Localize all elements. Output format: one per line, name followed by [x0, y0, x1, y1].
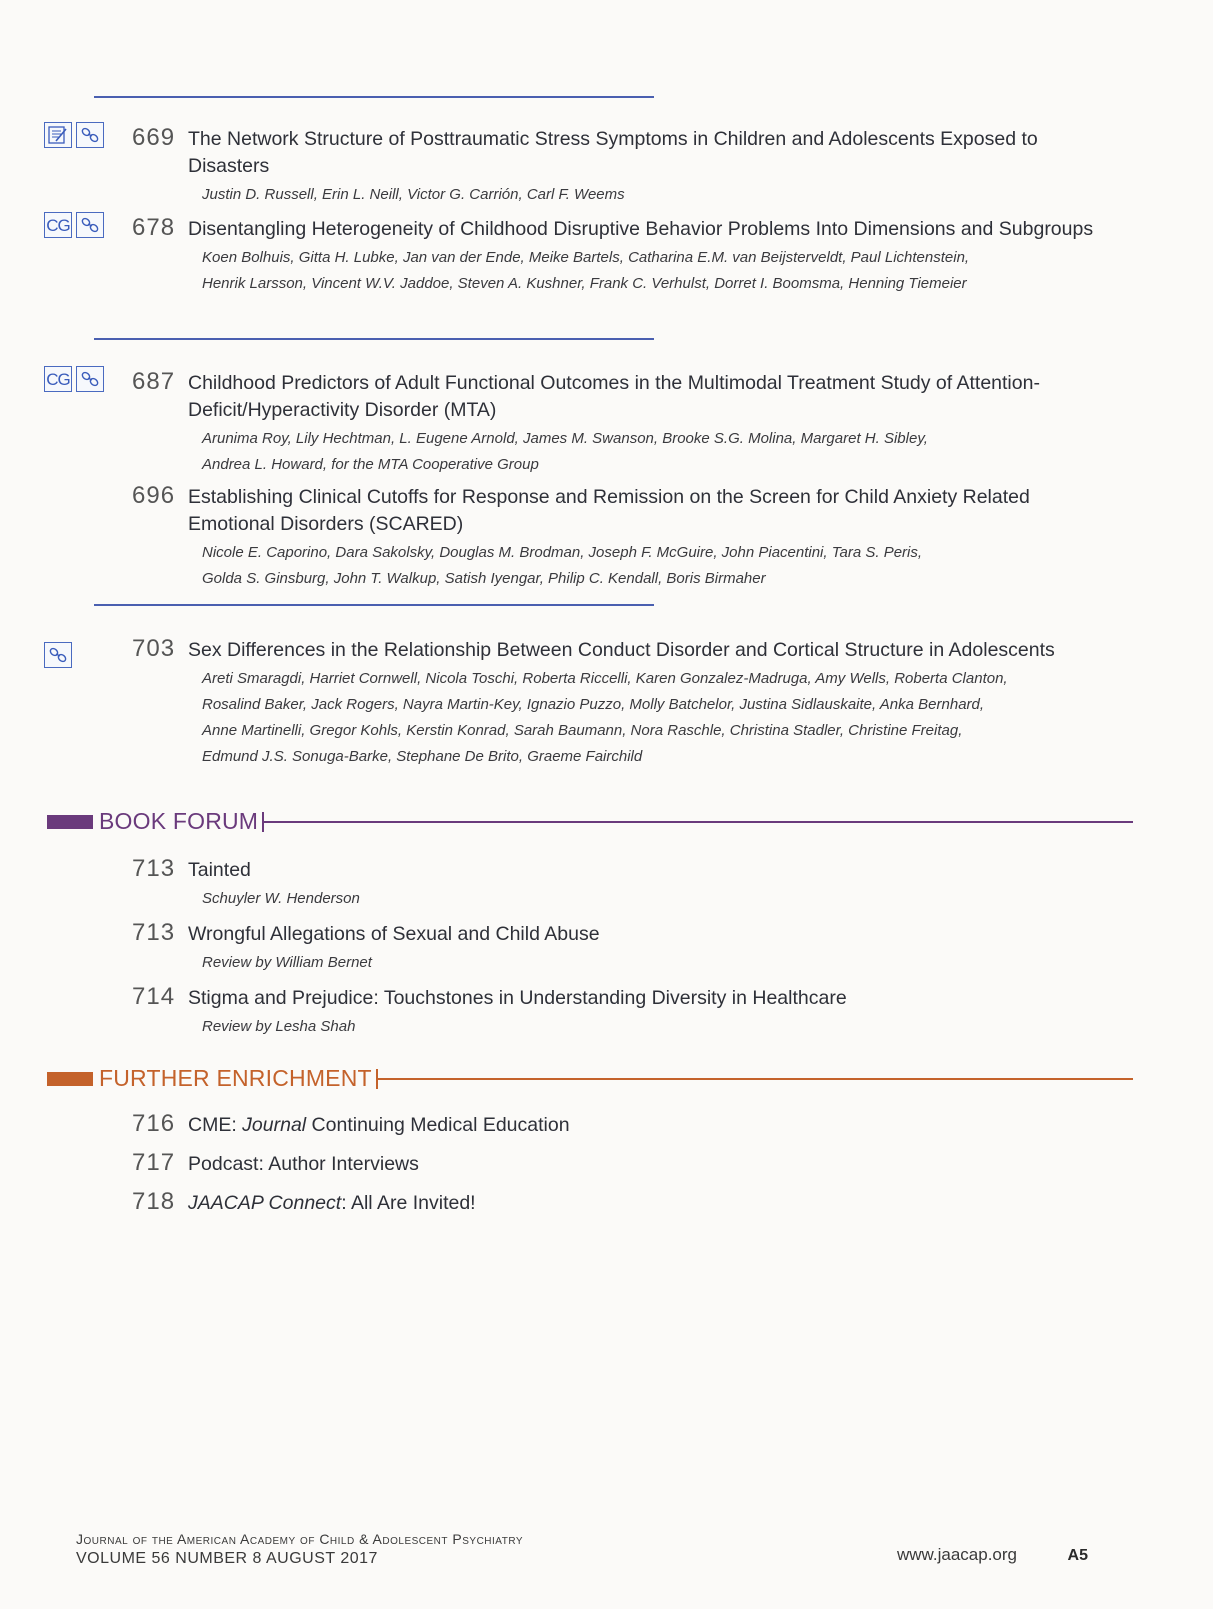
item-byline: Review by William Bernet: [202, 954, 372, 971]
page-label: A5: [1067, 1547, 1088, 1564]
section-divider: [94, 96, 654, 98]
section-marker: [47, 1072, 93, 1086]
page-number: 713: [132, 855, 176, 882]
journal-footer: [76, 1529, 523, 1569]
page-number: 714: [132, 983, 176, 1010]
page-number: 696: [132, 482, 176, 509]
section-marker: [47, 815, 93, 829]
further-enrichment-heading: [47, 1065, 1133, 1092]
item-byline: Review by Lesha Shah: [202, 1018, 356, 1035]
notes-icon: [44, 122, 72, 148]
section-title: BOOK FORUM: [99, 808, 259, 834]
book-forum-item[interactable]: [132, 983, 1113, 1040]
page-number: 678: [132, 214, 176, 241]
website-link[interactable]: www.jaacap.org: [896, 1545, 1017, 1564]
item-title[interactable]: Tainted: [188, 859, 251, 881]
page-number: 716: [132, 1110, 176, 1137]
article-authors: Koen Bolhuis, Gitta H. Lubke, Jan van der Ende, Meike Bartels, Catharina E.M. van Beijsterveldt, Paul Lichtenstein, Henrik Larsson, Vincent W.V. Jaddoe, Steven A. Kushner, Frank C. Verhulst, Dorret I. Boomsma, Henning Tiemeier: [202, 249, 970, 292]
item-title[interactable]: Wrongful Allegations of Sexual and Child Abuse: [188, 923, 600, 945]
cg-icon: CG: [44, 212, 72, 238]
article-696[interactable]: [132, 482, 1113, 592]
article-title[interactable]: Establishing Clinical Cutoffs for Response and Remission on the Screen for Child Anxiety Related Emotional Disorders (SCARED): [188, 486, 1030, 535]
page-number: 713: [132, 919, 176, 946]
book-forum-item[interactable]: [132, 855, 1113, 912]
item-title[interactable]: CME: Journal Continuing Medical Education: [188, 1114, 570, 1136]
article-687[interactable]: [132, 368, 1113, 478]
section-divider: [94, 604, 654, 606]
article-authors: Justin D. Russell, Erin L. Neill, Victor G. Carrión, Carl F. Weems: [202, 186, 625, 203]
section-divider: [94, 338, 654, 340]
article-icons-703: [44, 642, 72, 668]
link-icon: [44, 642, 72, 668]
page-number: 718: [132, 1188, 176, 1215]
item-title[interactable]: Stigma and Prejudice: Touchstones in Understanding Diversity in Healthcare: [188, 987, 847, 1009]
section-title: FURTHER ENRICHMENT: [99, 1065, 372, 1091]
link-icon: [76, 212, 104, 238]
article-authors: Arunima Roy, Lily Hechtman, L. Eugene Arnold, James M. Swanson, Brooke S.G. Molina, Margaret H. Sibley, Andrea L. Howard, for the MTA Cooperative Group: [202, 430, 928, 473]
article-icons-687: [44, 366, 104, 392]
book-forum-heading: [47, 808, 1133, 835]
article-669[interactable]: [132, 124, 1113, 208]
page-number: 669: [132, 124, 176, 151]
article-title[interactable]: The Network Structure of Posttraumatic Stress Symptoms in Children and Adolescents Exposed to Disasters: [188, 128, 1038, 177]
enrichment-item[interactable]: [132, 1188, 1113, 1217]
link-icon: [76, 122, 104, 148]
cg-icon: CG: [44, 366, 72, 392]
volume-info: VOLUME 56 NUMBER 8 AUGUST 2017: [76, 1550, 378, 1567]
item-byline: Schuyler W. Henderson: [202, 890, 360, 907]
link-icon: [76, 366, 104, 392]
article-authors: Nicole E. Caporino, Dara Sakolsky, Douglas M. Brodman, Joseph F. McGuire, John Piacentini, Tara S. Peris, Golda S. Ginsburg, John T. Walkup, Satish Iyengar, Philip C. Kendall, Boris Birmaher: [202, 544, 923, 587]
page-number: 687: [132, 368, 176, 395]
article-icons-669: [44, 122, 104, 148]
article-703[interactable]: [132, 635, 1113, 770]
page-number: 703: [132, 635, 176, 662]
enrichment-item[interactable]: [132, 1149, 1113, 1178]
article-title[interactable]: Sex Differences in the Relationship Between Conduct Disorder and Cortical Structure in Adolescents: [188, 639, 1055, 661]
journal-name: Journal of the American Academy of Child & Adolescent Psychiatry: [76, 1531, 524, 1547]
article-authors: Areti Smaragdi, Harriet Cornwell, Nicola Toschi, Roberta Riccelli, Karen Gonzalez-Madruga, Amy Wells, Roberta Clanton, Rosalind Baker, Jack Rogers, Nayra Martin-Key, Ignazio Puzzo, Molly Batchelor, Justina Sidlauskaite, Anka Bernhard, Anne Martinelli, Gregor Kohls, Kerstin Konrad, Sarah Baumann, Nora Raschle, Christina Stadler, Christine Freitag, Edmund J.S. Sonuga-Barke, Stephane De Brito, Graeme Fairchild: [202, 670, 1008, 765]
page-number: 717: [132, 1149, 176, 1176]
article-title[interactable]: Disentangling Heterogeneity of Childhood Disruptive Behavior Problems Into Dimensions and Subgroups: [188, 218, 1094, 240]
article-678[interactable]: [132, 214, 1113, 297]
enrichment-item[interactable]: [132, 1110, 1113, 1139]
item-title[interactable]: Podcast: Author Interviews: [188, 1153, 419, 1175]
item-title[interactable]: JAACAP Connect: All Are Invited!: [188, 1192, 476, 1214]
book-forum-item[interactable]: [132, 919, 1113, 976]
article-title[interactable]: Childhood Predictors of Adult Functional Outcomes in the Multimodal Treatment Study of Attention-Deficit/Hyperactivity Disorder (MTA): [188, 372, 1040, 421]
article-icons-678: [44, 212, 104, 238]
